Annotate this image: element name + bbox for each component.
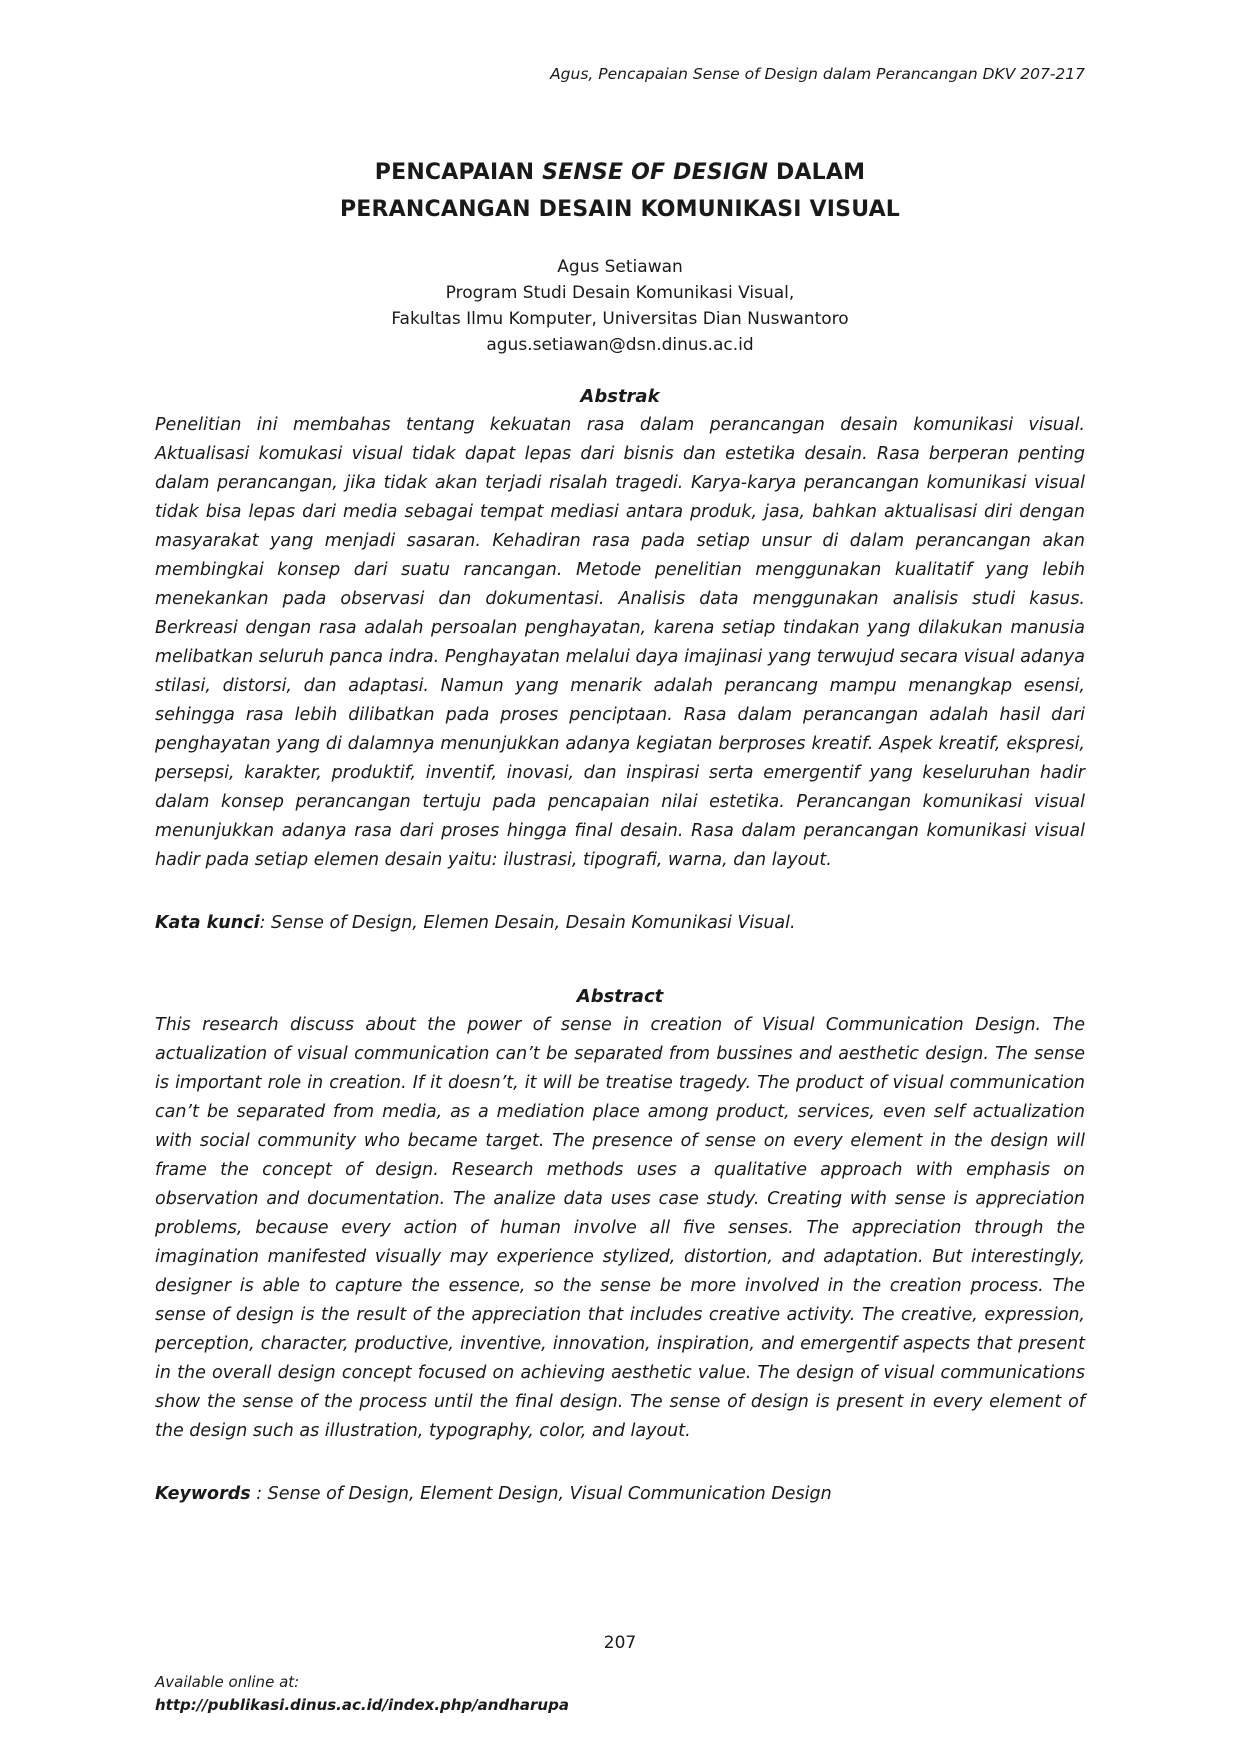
title-text-post: DALAM	[768, 160, 866, 185]
abstract-heading: Abstract	[576, 986, 664, 1007]
paper-title-line-1	[155, 154, 1085, 191]
abstrak-heading: Abstrak	[580, 386, 660, 407]
journal-url: http://publikasi.dinus.ac.id/index.php/andharupa	[155, 1696, 569, 1714]
available-online-label: Available online at:	[155, 1673, 300, 1691]
kata-kunci-label: Kata kunci	[155, 913, 260, 933]
keywords-line	[155, 1480, 1085, 1509]
author-block	[155, 254, 1085, 358]
running-head: Agus, Pencapaian Sense of Design dalam Perancangan DKV 207-217	[550, 65, 1085, 83]
abstrak-body: Penelitian ini membahas tentang kekuatan rasa dalam perancangan desain komunikasi visual. Aktualisasi komukasi visual tidak dapat lepas dari bisnis dan estetika desain. Rasa berperan penting dalam perancangan, jika tidak akan terjadi risalah tragedi. Karya-karya perancangan komunikasi visual tidak bisa lepas dari media sebagai tempat mediasi antara produk, jasa, bahkan aktualisasi diri dengan masyarakat yang menjadi sasaran. Kehadiran rasa pada setiap unsur di dalam perancangan akan membingkai konsep dari suatu rancangan. Metode penelitian menggunakan kualitatif yang lebih menekankan pada observasi dan dokumentasi. Analisis data menggunakan analisis studi kasus. Berkreasi dengan rasa adalah persoalan penghayatan, karena setiap tindakan yang dilakukan manusia melibatkan seluruh panca indra. Penghayatan melalui daya imajinasi yang terwujud secara visual adanya stilasi, distorsi, dan adaptasi. Namun yang menarik adalah perancang mampu menangkap esensi, sehingga rasa lebih dilibatkan pada proses penciptaan. Rasa dalam perancangan adalah hasil dari penghayatan yang di dalamnya menunjukkan adanya kegiatan berproses kreatif. Aspek kreatif, ekspresi, persepsi, karakter, produktif, inventif, inovasi, dan inspirasi serta emergentif yang keseluruhan hadir dalam konsep perancangan tertuju pada pencapaian nilai estetika. Perancangan komunikasi visual menunjukkan adanya rasa dari proses hingga final desain. Rasa dalam perancangan komunikasi visual hadir pada setiap elemen desain yaitu: ilustrasi, tipografi, warna, dan layout.	[155, 415, 1085, 870]
paper-title	[155, 154, 1085, 228]
title-text-italic: SENSE OF DESIGN	[542, 160, 769, 185]
kata-kunci-text: : Sense of Design, Elemen Desain, Desain Komunikasi Visual.	[259, 913, 796, 933]
author-name: Agus Setiawan	[557, 257, 683, 277]
page-number: 207	[603, 1633, 637, 1653]
keywords-text: : Sense of Design, Element Design, Visual Communication Design	[250, 1484, 832, 1504]
kata-kunci-line	[155, 909, 1085, 938]
paper-title-line-2: PERANCANGAN DESAIN KOMUNIKASI VISUAL	[339, 197, 901, 222]
title-text-pre: PENCAPAIAN	[374, 160, 543, 185]
author-email: agus.setiawan@dsn.dinus.ac.id	[486, 335, 754, 355]
abstract-body: This research discuss about the power of sense in creation of Visual Communication Design. The actualization of visual communication can’t be separated from bussines and aesthetic design. The sense is important role in creation. If it doesn’t, it will be treatise tragedy. The product of visual communication can’t be separated from media, as a mediation place among product, services, even self actualization with social community who became target. The presence of sense on every element in the design will frame the concept of design. Research methods uses a qualitative approach with emphasis on observation and documentation. The analize data uses case study. Creating with sense is appreciation problems, because every action of human involve all five senses. The appreciation through the imagination manifested visually may experience stylized, distortion, and adaptation. But interestingly, designer is able to capture the essence, so the sense be more involved in the creation process. The sense of design is the result of the appreciation that includes creative activity. The creative, expression, perception, character, productive, inventive, innovation, inspiration, and emergentif aspects that present in the overall design concept focused on achieving aesthetic value. The design of visual communications show the sense of the process until the final design. The sense of design is present in every element of the design such as illustration, typography, color, and layout.	[155, 1015, 1085, 1441]
keywords-label: Keywords	[155, 1484, 251, 1504]
author-affiliation-program: Program Studi Desain Komunikasi Visual,	[445, 283, 795, 303]
author-affiliation-university: Fakultas Ilmu Komputer, Universitas Dian Nuswantoro	[391, 309, 849, 329]
available-online-block	[155, 1671, 569, 1717]
